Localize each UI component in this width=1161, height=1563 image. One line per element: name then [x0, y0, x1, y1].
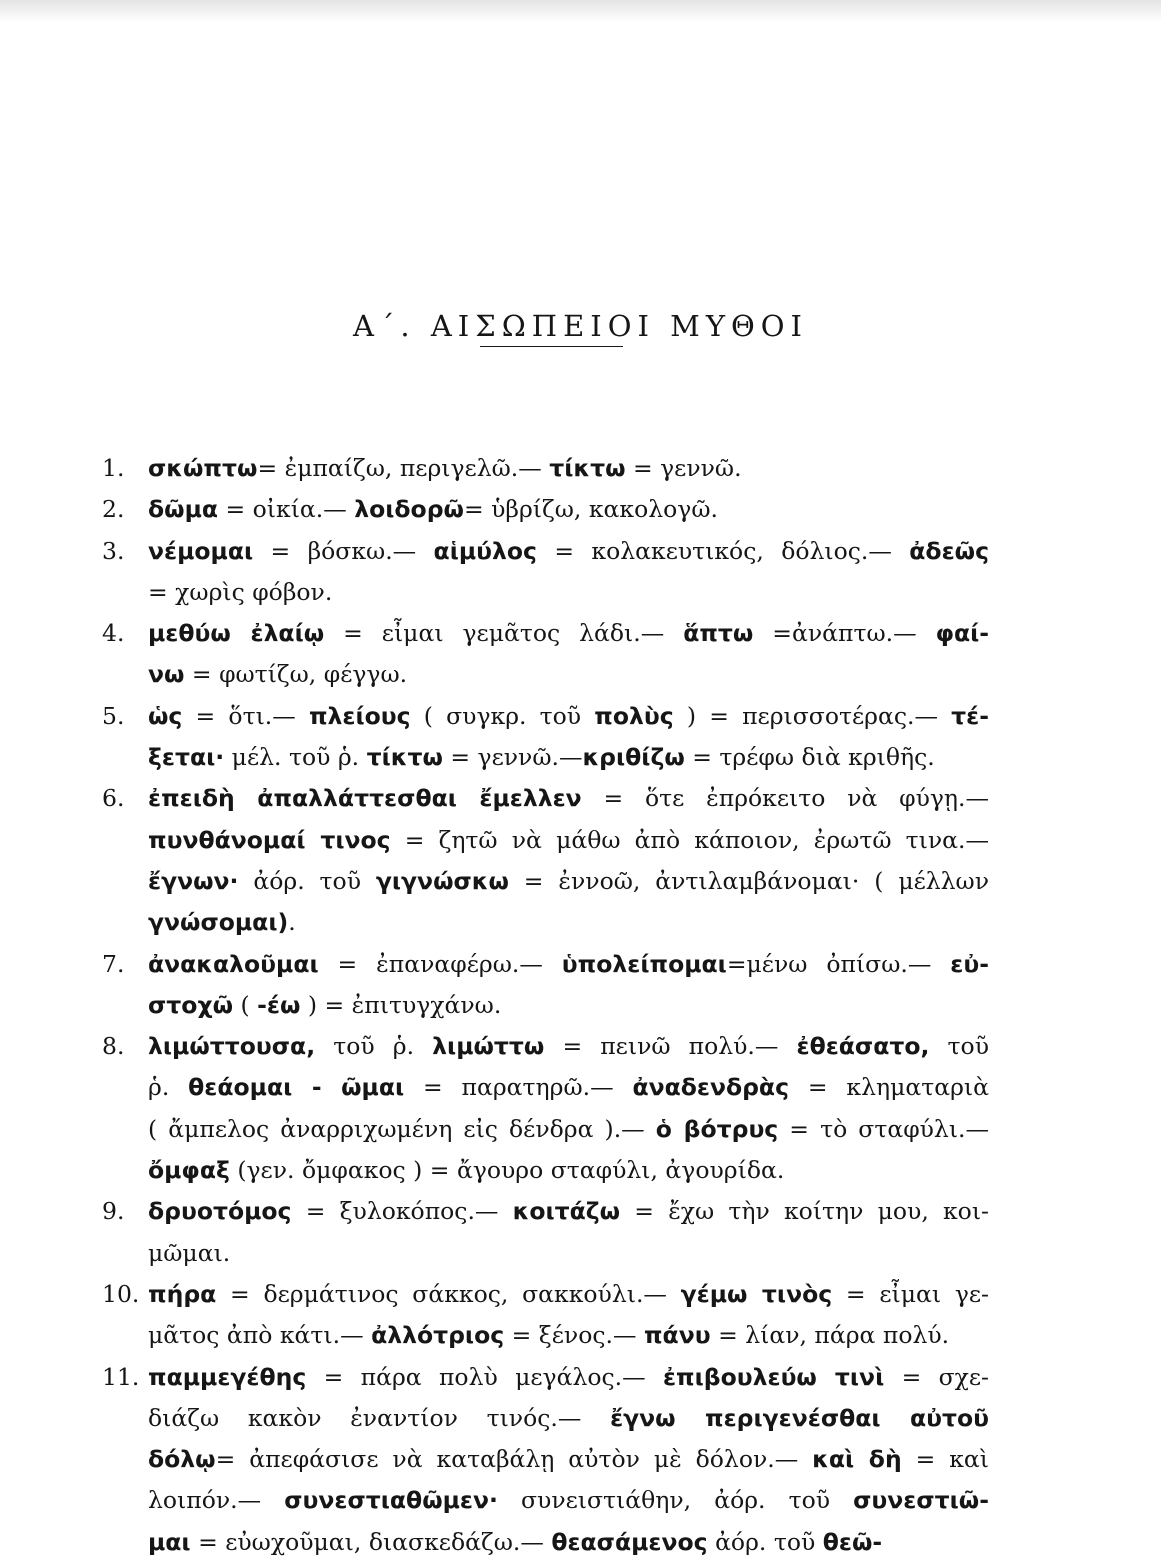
- headword: πλείους: [308, 701, 411, 730]
- headword: στοχῶ: [148, 990, 234, 1019]
- definition-text: =μένω ὀπίσω.—: [726, 949, 951, 978]
- headword: θεάομαι - ῶμαι: [188, 1073, 405, 1102]
- entry-line: [0, 1480, 1161, 1521]
- entry-text: [148, 1026, 989, 1067]
- entry-number: 1.: [102, 454, 125, 482]
- entry-text: [148, 985, 989, 1026]
- headword: εὐ-: [950, 949, 989, 978]
- definition-text: = καὶ: [901, 1445, 989, 1474]
- headword: -έω: [257, 990, 301, 1019]
- headword: αἱμύλος: [433, 536, 537, 565]
- entry-text: [148, 1315, 989, 1356]
- definition-text: ἀόρ. τοῦ: [238, 866, 376, 895]
- entry-text: [148, 531, 989, 572]
- page-title: Α΄. ΑΙΣΩΠΕΙΟΙ ΜΥΘΟΙ: [352, 309, 809, 344]
- glossary-entry: [0, 448, 1161, 489]
- definition-text: = πεινῶ πολύ.—: [544, 1032, 797, 1061]
- headword: λοιδορῶ: [354, 495, 464, 524]
- entry-line: [0, 1274, 1161, 1315]
- definition-text: = λίαν, πάρα πολύ.: [710, 1321, 950, 1350]
- headword: δόλῳ: [148, 1445, 216, 1474]
- definition-text: = ἐννοῶ, ἀντιλαμβάνομαι· ( μέλλων: [508, 866, 989, 895]
- headword: ξεται·: [148, 743, 225, 772]
- entry-line: [0, 944, 1161, 985]
- headword: δρυοτόμος: [148, 1197, 292, 1226]
- entry-line: [0, 654, 1161, 695]
- entry-text: [148, 1439, 989, 1480]
- glossary-entry: [0, 944, 1161, 1027]
- headword: ὑπολείπομαι: [561, 949, 727, 978]
- headword: πάνυ: [643, 1321, 711, 1350]
- definition-text: = εἶμαι γεμᾶτος λάδι.—: [324, 619, 684, 648]
- entry-text: [148, 696, 989, 737]
- definition-text: ῥ.: [148, 1073, 189, 1102]
- definition-text: = φωτίζω, φέγγω.: [184, 660, 408, 689]
- entry-text: [148, 1480, 989, 1521]
- entry-text: [148, 489, 989, 530]
- definition-text: = ἐπαναφέρω.—: [318, 949, 562, 978]
- headword: ἀναδενδρὰς: [632, 1073, 790, 1102]
- headword: λιμώττουσα,: [148, 1032, 316, 1061]
- glossary-list: [0, 448, 1161, 1563]
- entry-text: [148, 572, 989, 613]
- entry-line: [0, 1233, 1161, 1274]
- glossary-entry: [0, 696, 1161, 779]
- definition-text: = πάρα πολὺ μεγάλος.—: [306, 1362, 663, 1391]
- definition-text: (: [233, 990, 258, 1019]
- definition-text: ) = περισσοτέρας.—: [673, 701, 952, 730]
- entry-line: [0, 737, 1161, 778]
- headword: καὶ δὴ: [812, 1445, 902, 1474]
- headword: τέ-: [951, 701, 989, 730]
- entry-line: [0, 985, 1161, 1026]
- definition-text: τοῦ ῥ.: [315, 1032, 433, 1061]
- definition-text: = ἔχω τὴν κοίτην μου, κοι-: [620, 1197, 989, 1226]
- entry-line: [0, 1109, 1161, 1150]
- entry-text: [148, 448, 989, 489]
- entry-line: [0, 531, 1161, 572]
- definition-text: = ξένος.—: [504, 1321, 644, 1350]
- headword: ἀνακαλοῦμαι: [148, 949, 319, 978]
- definition-text: = κληματαριὰ: [789, 1073, 989, 1102]
- headword: τίκτω: [366, 743, 443, 772]
- entry-number: 10.: [102, 1279, 140, 1308]
- entry-line: [0, 1191, 1161, 1232]
- definition-text: = γεννῶ.: [625, 454, 742, 482]
- definition-text: (γεν. ὄμφακος ) = ἄγουρο σταφύλι, ἀγουρίδα.: [229, 1156, 785, 1185]
- entry-number: 11.: [102, 1362, 140, 1391]
- entry-text: [148, 737, 989, 778]
- entry-line: [0, 1522, 1161, 1563]
- entry-text: [148, 1274, 989, 1315]
- entry-text: [148, 1398, 989, 1439]
- entry-line: [0, 613, 1161, 654]
- headword: ἀλλότριος: [371, 1321, 505, 1350]
- definition-text: μῶμαι.: [148, 1238, 231, 1267]
- definition-text: = σχε-: [884, 1362, 989, 1391]
- definition-text: =ἀνάπτω.—: [753, 619, 936, 648]
- definition-text: = ὅτε ἐπρόκειτο νὰ φύγῃ.—: [581, 784, 989, 813]
- headword: νέμομαι: [148, 536, 254, 565]
- entry-text: [148, 944, 989, 985]
- headword: μεθύω ἐλαίῳ: [148, 619, 325, 648]
- definition-text: = εἶμαι γε-: [832, 1279, 989, 1308]
- entry-text: [148, 613, 989, 654]
- definition-text: = κολακευτικός, δόλιος.—: [536, 536, 910, 565]
- entry-text: [148, 820, 989, 861]
- entry-text: [148, 1067, 989, 1108]
- headword: πήρα: [148, 1279, 217, 1308]
- definition-text: μέλ. τοῦ ῥ.: [224, 743, 367, 772]
- entry-number: 3.: [102, 536, 125, 565]
- headword: ἔγνω περιγενέσθαι αὐτοῦ: [610, 1403, 990, 1432]
- headword: δῶμα: [148, 495, 219, 524]
- headword: πυνθάνομαί τινος: [148, 825, 391, 854]
- entry-line: [0, 572, 1161, 613]
- headword: συνεστιαθῶμεν·: [284, 1486, 498, 1515]
- entry-line: [0, 820, 1161, 861]
- definition-text: = γεννῶ.—: [442, 743, 583, 772]
- headword: τίκτω: [549, 454, 626, 482]
- glossary-entry: [0, 531, 1161, 614]
- scan-top-edge: [0, 0, 1161, 22]
- definition-text: = ζητῶ νὰ μάθω ἀπὸ κάποιον, ἐρωτῶ τινα.—: [390, 825, 989, 854]
- headword: θεῶ-: [822, 1527, 883, 1556]
- definition-text: = παρατηρῶ.—: [404, 1073, 633, 1102]
- entry-number: 8.: [102, 1032, 125, 1061]
- entry-text: [148, 778, 989, 819]
- headword: νω: [148, 660, 185, 689]
- definition-text: = οἰκία.—: [218, 495, 355, 524]
- entry-text: [148, 1233, 989, 1274]
- glossary-entry: [0, 1274, 1161, 1357]
- headword: κριθίζω: [582, 743, 685, 772]
- glossary-entry: [0, 1357, 1161, 1563]
- entry-text: [148, 1150, 989, 1191]
- entry-line: [0, 778, 1161, 819]
- definition-text: ) = ἐπιτυγχάνω.: [300, 990, 502, 1019]
- entry-text: [148, 1191, 989, 1232]
- headword: ἐπιβουλεύω τινὶ: [662, 1362, 885, 1391]
- headword: ἔγνων·: [148, 866, 239, 895]
- entry-line: [0, 1026, 1161, 1067]
- entry-line: [0, 861, 1161, 902]
- entry-line: [0, 1150, 1161, 1191]
- definition-text: = ἀπεφάσισε νὰ καταβάλῃ αὐτὸν μὲ δόλον.—: [215, 1445, 813, 1474]
- entry-number: 9.: [102, 1197, 125, 1226]
- headword: γνώσομαι): [148, 908, 289, 937]
- definition-text: = δερμάτινος σάκκος, σακκούλι.—: [216, 1279, 681, 1308]
- definition-text: ( συγκρ. τοῦ: [410, 701, 595, 730]
- entry-text: [148, 861, 989, 902]
- definition-text: .: [288, 908, 296, 937]
- headword: γέμω τινὸς: [680, 1279, 833, 1308]
- entry-line: [0, 1067, 1161, 1108]
- headword: φαί-: [935, 619, 989, 648]
- entry-text: [148, 654, 989, 695]
- headword: σκώπτω: [148, 454, 258, 482]
- definition-text: συνειστιάθην, ἀόρ. τοῦ: [497, 1486, 854, 1515]
- glossary-entry: [0, 778, 1161, 943]
- definition-text: = βόσκω.—: [253, 536, 434, 565]
- entry-number: 5.: [102, 701, 125, 730]
- headword: ἅπτω: [683, 619, 754, 648]
- definition-text: = χωρὶς φόβον.: [148, 577, 333, 606]
- headword: συνεστιῶ-: [853, 1486, 989, 1515]
- entry-line: [0, 1398, 1161, 1439]
- entry-line: [0, 448, 1161, 489]
- entry-line: [0, 1315, 1161, 1356]
- headword: ὡς: [148, 701, 183, 730]
- headword: πολὺς: [594, 701, 674, 730]
- headword: ὁ βότρυς: [655, 1114, 779, 1143]
- definition-text: λοιπόν.—: [148, 1486, 285, 1515]
- definition-text: = τρέφω διὰ κριθῆς.: [684, 743, 935, 772]
- headword: γιγνώσκω: [375, 866, 509, 895]
- entry-number: 6.: [102, 784, 125, 813]
- glossary-entry: [0, 613, 1161, 696]
- definition-text: = ὅτι.—: [182, 701, 309, 730]
- definition-text: = ἐμπαίζω, περιγελῶ.—: [257, 454, 550, 482]
- entry-number: 7.: [102, 949, 125, 978]
- entry-text: [148, 1357, 989, 1398]
- entry-line: [0, 1439, 1161, 1480]
- definition-text: ἀόρ. τοῦ: [707, 1527, 823, 1556]
- headword: μαι: [148, 1527, 191, 1556]
- headword: θεασάμενος: [551, 1527, 708, 1556]
- headword: παμμεγέθης: [148, 1362, 307, 1391]
- entry-line: [0, 489, 1161, 530]
- glossary-entry: [0, 1026, 1161, 1191]
- headword: ἐπειδὴ ἀπαλλάττεσθαι ἔμελλεν: [148, 784, 582, 813]
- glossary-entry: [0, 1191, 1161, 1274]
- definition-text: = ὑβρίζω, κακολογῶ.: [463, 495, 718, 524]
- glossary-entry: [0, 489, 1161, 530]
- entry-line: [0, 1357, 1161, 1398]
- definition-text: διάζω κακὸν ἐναντίον τινός.—: [148, 1403, 611, 1432]
- definition-text: τοῦ: [929, 1032, 989, 1061]
- entry-text: [148, 902, 989, 943]
- definition-text: ( ἄμπελος ἀναρριχωμένη εἰς δένδρα ).—: [148, 1114, 656, 1143]
- entry-line: [0, 902, 1161, 943]
- headword: κοιτάζω: [512, 1197, 621, 1226]
- headword: ἐθεάσατο,: [796, 1032, 930, 1061]
- entry-text: [148, 1109, 989, 1150]
- definition-text: = εὐωχοῦμαι, διασκεδάζω.—: [190, 1527, 552, 1556]
- headword: ἀδεῶς: [909, 536, 990, 565]
- entry-number: 2.: [102, 495, 125, 524]
- definition-text: = τὸ σταφύλι.—: [778, 1114, 990, 1143]
- definition-text: μᾶτος ἀπὸ κάτι.—: [148, 1321, 372, 1350]
- entry-text: [148, 1522, 989, 1563]
- entry-line: [0, 696, 1161, 737]
- headword: λιμώττω: [432, 1032, 545, 1061]
- title-underline: [480, 346, 623, 347]
- definition-text: = ξυλοκόπος.—: [291, 1197, 513, 1226]
- headword: ὄμφαξ: [148, 1156, 230, 1185]
- entry-number: 4.: [102, 619, 125, 648]
